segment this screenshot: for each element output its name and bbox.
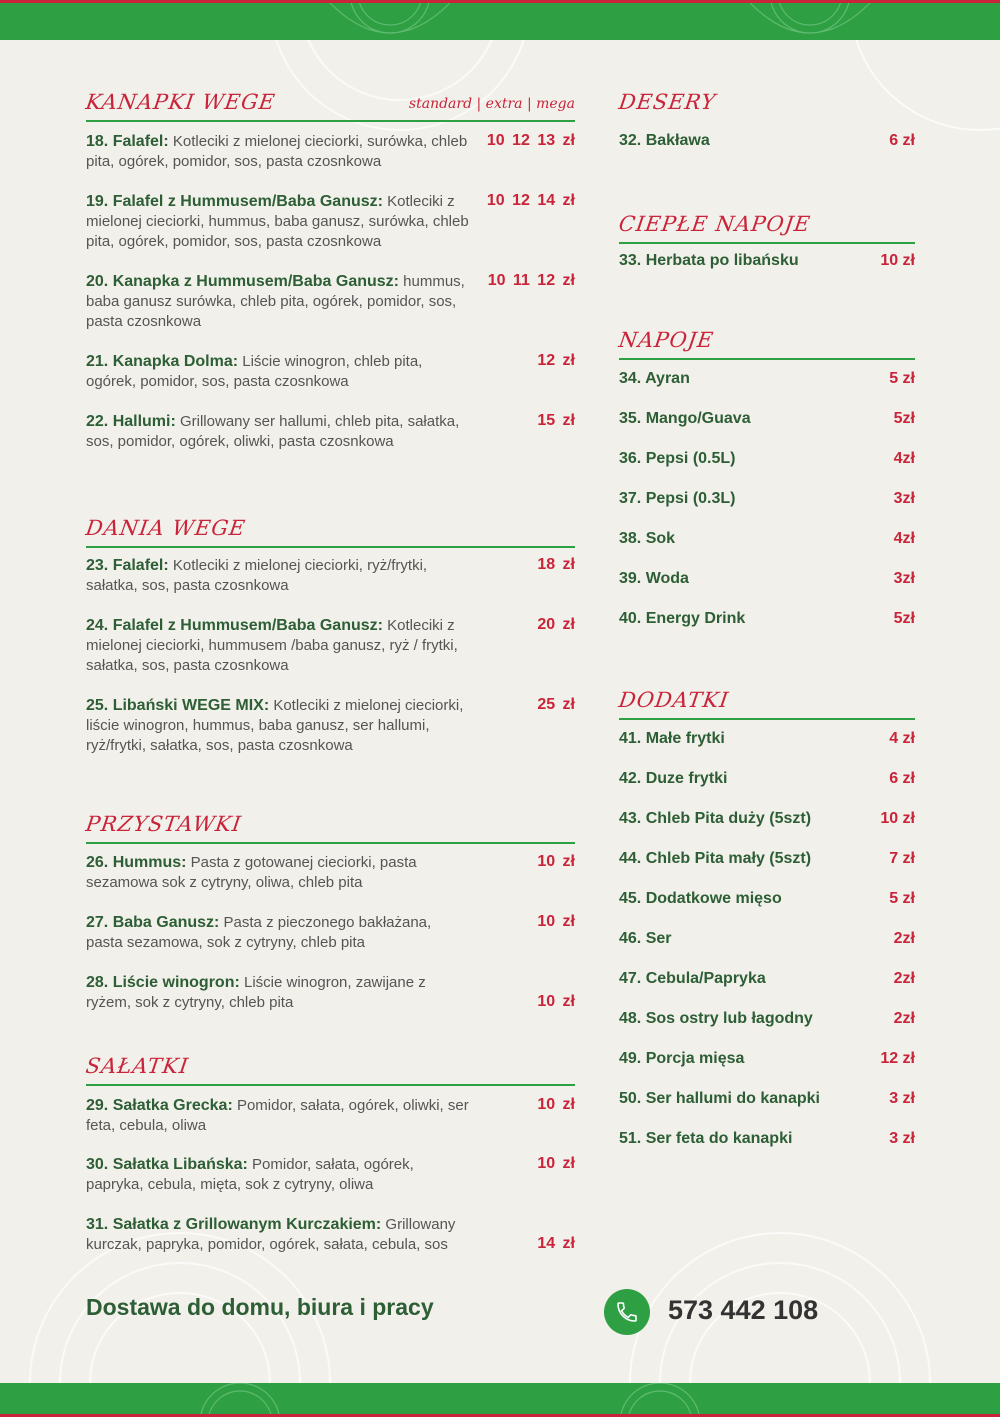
item-name: 28. Liście winogron:	[86, 974, 240, 991]
item-name: 49. Porcja mięsa	[619, 1050, 745, 1067]
menu-item	[619, 1010, 915, 1032]
item-name: 35. Mango/Guava	[619, 410, 751, 427]
menu-item	[619, 370, 915, 392]
item-price: 14 zł	[537, 1235, 575, 1252]
menu-item	[619, 850, 915, 872]
menu-item	[86, 1155, 575, 1195]
menu-item	[86, 272, 575, 332]
item-name: 43. Chleb Pita duży (5szt)	[619, 810, 812, 827]
section-header	[619, 680, 915, 720]
item-name: 29. Sałatka Grecka:	[86, 1097, 233, 1114]
item-name: 18. Falafel:	[86, 133, 169, 150]
menu-item	[86, 696, 575, 756]
section-header	[86, 804, 575, 844]
menu-item	[619, 1130, 915, 1152]
menu-item	[619, 132, 915, 154]
item-price: 12 zł	[880, 1050, 915, 1067]
section-title: NAPOJE	[617, 328, 716, 352]
item-price: 15 zł	[537, 412, 575, 429]
section-salatki	[86, 1046, 575, 1086]
item-price: 3 zł	[889, 1090, 915, 1107]
item-price: 5 zł	[889, 370, 915, 387]
item-price: 10 11 12 zł	[487, 272, 575, 289]
section-header	[619, 204, 915, 244]
item-price: 10 zł	[537, 1096, 575, 1113]
section-napoje	[619, 320, 915, 360]
item-name: 34. Ayran	[619, 370, 690, 387]
menu-item	[619, 570, 915, 592]
item-description: Pomidor, sałata, ogórek, oliwki, ser feta, cebula, oliwa	[86, 1097, 469, 1134]
section-title: DESERY	[617, 90, 718, 114]
item-price: 4zł	[893, 450, 915, 467]
item-price: 4 zł	[889, 730, 915, 747]
item-description: Kotleciki z mielonej cieciorki, ryż/frytki, sałatka, sos, pasta czosnkowa	[86, 557, 428, 594]
section-title: DANIA WEGE	[84, 516, 248, 540]
item-price: 6 zł	[889, 132, 915, 149]
phone-icon-glyph	[615, 1300, 639, 1324]
section-header	[86, 508, 575, 548]
section-cieple-napoje	[619, 204, 915, 244]
menu-item	[86, 412, 575, 452]
item-description: Grillowany kurczak, papryka, pomidor, ogórek, sałata, cebula, sos	[86, 1216, 456, 1253]
item-price: 3zł	[893, 490, 915, 507]
item-name: 24. Falafel z Hummusem/Baba Ganusz:	[86, 617, 383, 634]
section-title: DODATKI	[617, 688, 731, 712]
item-price: 4zł	[893, 530, 915, 547]
item-price: 10 12 13 zł	[486, 132, 575, 149]
item-price: 10 zł	[537, 853, 575, 870]
menu-item	[619, 252, 915, 274]
menu-item	[619, 530, 915, 552]
menu-item	[86, 132, 575, 172]
item-description: Liście winogron, chleb pita, ogórek, pomidor, sos, pasta czosnkowa	[86, 353, 423, 390]
item-price: 10 12 14 zł	[486, 192, 575, 209]
item-name: 25. Libański WEGE MIX:	[86, 697, 270, 714]
menu-item	[86, 192, 575, 252]
menu-item	[619, 970, 915, 992]
section-title: KANAPKI WEGE	[84, 90, 278, 114]
item-name: 19. Falafel z Hummusem/Baba Ganusz:	[86, 193, 383, 210]
item-name: 40. Energy Drink	[619, 610, 746, 627]
item-name: 51. Ser feta do kanapki	[619, 1130, 793, 1147]
mandala-ornament-bottom	[0, 1383, 1000, 1414]
item-price: 5 zł	[889, 890, 915, 907]
section-dodatki	[619, 680, 915, 720]
item-price: 10 zł	[537, 993, 575, 1010]
item-name: 50. Ser hallumi do kanapki	[619, 1090, 820, 1107]
item-name: 39. Woda	[619, 570, 689, 587]
item-price: 10 zł	[880, 252, 915, 269]
item-name: 27. Baba Ganusz:	[86, 914, 220, 931]
item-price: 7 zł	[889, 850, 915, 867]
size-legend: standard | extra | mega	[408, 96, 575, 112]
menu-item	[619, 1090, 915, 1112]
delivery-text: Dostawa do domu, biura i pracy	[86, 1294, 434, 1320]
section-header	[619, 320, 915, 360]
section-dania-wege	[86, 508, 575, 548]
menu-item	[619, 730, 915, 752]
item-name: 44. Chleb Pita mały (5szt)	[619, 850, 812, 867]
item-name: 21. Kanapka Dolma:	[86, 353, 239, 370]
menu-item	[86, 352, 575, 392]
item-price: 5zł	[893, 410, 915, 427]
section-title: PRZYSTAWKI	[84, 812, 244, 836]
bottom-band	[0, 1383, 1000, 1417]
item-description: Kotleciki z mielonej cieciorki, hummus, baba ganusz, surówka, chleb pita, ogórek, pomidor, sos, pasta czosnkowa	[86, 193, 469, 250]
item-price: 3 zł	[889, 1130, 915, 1147]
item-price: 25 zł	[537, 696, 575, 713]
menu-item	[619, 930, 915, 952]
phone-number[interactable]: 573 442 108	[668, 1295, 819, 1325]
menu-item	[86, 1096, 575, 1136]
menu-item	[619, 450, 915, 472]
item-name: 38. Sok	[619, 530, 676, 547]
menu-item	[86, 616, 575, 676]
item-name: 20. Kanapka z Hummusem/Baba Ganusz:	[86, 273, 399, 290]
item-name: 30. Sałatka Libańska:	[86, 1156, 248, 1173]
item-price: 18 zł	[537, 556, 575, 573]
section-desery	[619, 82, 915, 120]
item-price: 5zł	[893, 610, 915, 627]
item-description: hummus, baba ganusz surówka, chleb pita, ogórek, pomidor, sos, pasta czosnkowa	[86, 273, 465, 330]
phone-icon[interactable]	[604, 1289, 650, 1335]
menu-item	[619, 810, 915, 832]
item-description: Pasta z gotowanej cieciorki, pasta sezamowa sok z cytryny, oliwa, chleb pita	[86, 854, 417, 891]
menu-item	[619, 410, 915, 432]
item-name: 22. Hallumi:	[86, 413, 176, 430]
item-description: Kotleciki z mielonej cieciorki, liście winogron, hummus, baba ganusz, ser hallumi, ryż/frytki, sałatka, sos, pasta czosnkowa	[86, 697, 464, 754]
section-kanapki-wege	[86, 82, 575, 122]
item-price: 20 zł	[537, 616, 575, 633]
section-header	[86, 82, 575, 122]
item-description: Grillowany ser hallumi, chleb pita, sałatka, sos, pomidor, ogórek, oliwki, pasta czosnkowa	[86, 413, 460, 450]
item-price: 10 zł	[537, 913, 575, 930]
section-title: SAŁATKI	[84, 1054, 191, 1078]
menu-item	[619, 490, 915, 512]
item-name: 45. Dodatkowe mięso	[619, 890, 782, 907]
item-name: 48. Sos ostry lub łagodny	[619, 1010, 813, 1027]
item-name: 42. Duze frytki	[619, 770, 728, 787]
item-description: Pasta z pieczonego bakłażana, pasta sezamowa, sok z cytryny, chleb pita	[86, 914, 432, 951]
top-band	[0, 0, 1000, 40]
item-name: 32. Bakława	[619, 132, 710, 149]
section-header	[619, 82, 915, 120]
menu-item	[86, 556, 575, 596]
item-name: 26. Hummus:	[86, 854, 187, 871]
item-price: 3zł	[893, 570, 915, 587]
item-description: Liście winogron, zawijane z ryżem, sok z cytryny, chleb pita	[86, 974, 426, 1011]
menu-item	[86, 913, 575, 953]
menu-item	[619, 890, 915, 912]
item-price: 2zł	[893, 930, 915, 947]
section-przystawki	[86, 804, 575, 844]
item-name: 41. Małe frytki	[619, 730, 725, 747]
item-price: 12 zł	[537, 352, 575, 369]
menu-item	[86, 973, 575, 1013]
item-name: 36. Pepsi (0.5L)	[619, 450, 736, 467]
item-description: Pomidor, sałata, ogórek, papryka, cebula, mięta, sok z cytryny, oliwa	[86, 1156, 414, 1193]
menu-item	[619, 770, 915, 792]
item-name: 23. Falafel:	[86, 557, 169, 574]
item-name: 31. Sałatka z Grillowanym Kurczakiem:	[86, 1216, 382, 1233]
item-name: 47. Cebula/Papryka	[619, 970, 766, 987]
item-name: 37. Pepsi (0.3L)	[619, 490, 736, 507]
item-description: Kotleciki z mielonej cieciorki, hummusem /baba ganusz, ryż / frytki, sałatka, sos, pasta czosnkowa	[86, 617, 458, 674]
item-price: 2zł	[893, 1010, 915, 1027]
menu-item	[86, 853, 575, 893]
mandala-ornament-top	[0, 3, 1000, 40]
menu-item	[86, 1215, 575, 1255]
item-price: 10 zł	[537, 1155, 575, 1172]
section-title: CIEPŁE NAPOJE	[617, 212, 813, 236]
item-price: 10 zł	[880, 810, 915, 827]
section-header	[86, 1046, 575, 1086]
item-price: 6 zł	[889, 770, 915, 787]
item-name: 33. Herbata po libańsku	[619, 252, 799, 269]
menu-item	[619, 610, 915, 632]
menu-item	[619, 1050, 915, 1072]
item-name: 46. Ser	[619, 930, 672, 947]
item-description: Kotleciki z mielonej cieciorki, surówka, chleb pita, ogórek, pomidor, sos, pasta czosnkowa	[86, 133, 468, 170]
item-price: 2zł	[893, 970, 915, 987]
